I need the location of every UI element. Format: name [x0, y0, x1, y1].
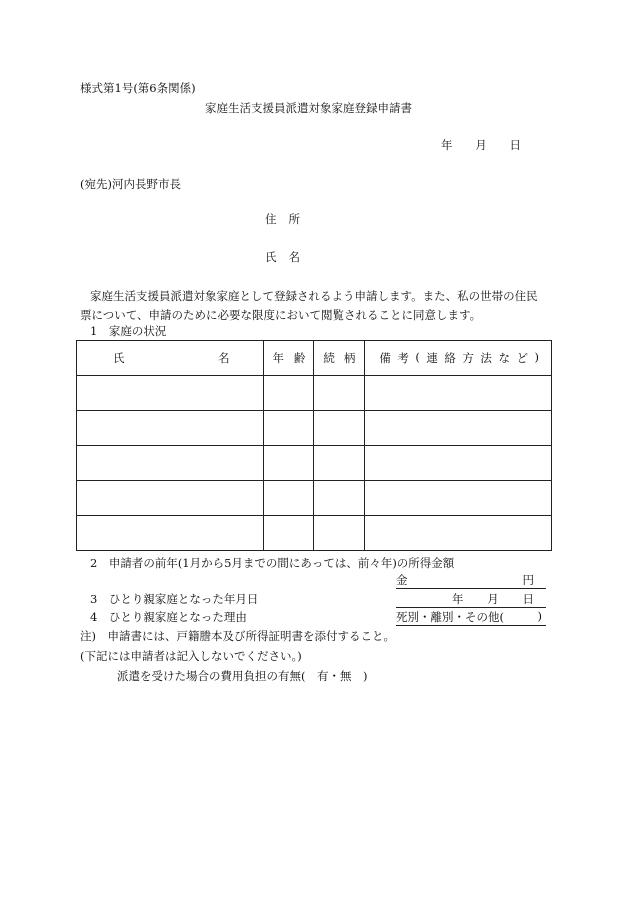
- single-parent-date-field[interactable]: 年 月 日: [396, 591, 546, 608]
- table-row: [77, 516, 552, 551]
- section1-heading: 1 家庭の状況: [90, 324, 167, 338]
- cell-name[interactable]: [77, 411, 264, 446]
- document-title: 家庭生活支援員派遣対象家庭登録申請書: [205, 101, 412, 115]
- cell-age[interactable]: [264, 376, 314, 411]
- cell-age[interactable]: [264, 446, 314, 481]
- cell-name[interactable]: [77, 481, 264, 516]
- income-amount-field[interactable]: 金 円: [396, 572, 546, 589]
- form-number: 様式第1号(第6条関係): [80, 81, 196, 95]
- cell-relation[interactable]: [314, 516, 365, 551]
- section4-heading: 4 ひとり親家庭となった理由: [90, 610, 247, 624]
- section3-heading: 3 ひとり親家庭となった年月日: [90, 592, 259, 606]
- date-day-label: 日: [509, 138, 521, 152]
- cell-notes[interactable]: [365, 516, 552, 551]
- cell-relation[interactable]: [314, 481, 365, 516]
- addressee: (宛先)河内長野市長: [80, 177, 181, 191]
- cell-name[interactable]: [77, 376, 264, 411]
- table-row: [77, 481, 552, 516]
- cell-relation[interactable]: [314, 446, 365, 481]
- cell-notes[interactable]: [365, 481, 552, 516]
- name-label[interactable]: 氏 名: [265, 250, 300, 264]
- statement: 家庭生活支援員派遣対象家庭として登録されるよう申請します。また、私の世帯の住民 票について、申請のために必要な限度において閲覧されることに同意します。: [80, 289, 538, 322]
- column-age: 年 齢: [264, 341, 314, 376]
- address-label[interactable]: 住 所: [265, 212, 300, 226]
- cell-name[interactable]: [77, 446, 264, 481]
- cost-burden-field[interactable]: 派遣を受けた場合の費用負担の有無( 有・無 ): [117, 669, 368, 683]
- table-header-row: [77, 341, 552, 376]
- date-month-label: 月: [475, 138, 487, 152]
- cell-relation[interactable]: [314, 376, 365, 411]
- office-use-note: (下記には申請者は記入しないでください。): [80, 649, 302, 663]
- cell-notes[interactable]: [365, 446, 552, 481]
- single-parent-reason-field[interactable]: 死別・離別・その他( ): [396, 609, 546, 626]
- cell-age[interactable]: [264, 411, 314, 446]
- cell-relation[interactable]: [314, 411, 365, 446]
- table-row: [77, 411, 552, 446]
- date-year-label: 年: [441, 138, 453, 152]
- household-table: [76, 340, 552, 551]
- column-name: 氏 名: [77, 341, 264, 376]
- table-row: [77, 376, 552, 411]
- cell-notes[interactable]: [365, 411, 552, 446]
- section2-heading: 2 申請者の前年(1月から5月までの間にあっては、前々年)の所得金額: [90, 556, 455, 570]
- cell-notes[interactable]: [365, 376, 552, 411]
- column-relation: 続 柄: [314, 341, 365, 376]
- column-notes: 備 考 ( 連 絡 方 法 な ど ): [365, 341, 552, 376]
- table-row: [77, 446, 552, 481]
- cell-name[interactable]: [77, 516, 264, 551]
- cell-age[interactable]: [264, 481, 314, 516]
- attachment-note: 注) 申請書には、戸籍謄本及び所得証明書を添付すること。: [80, 629, 395, 643]
- cell-age[interactable]: [264, 516, 314, 551]
- date-line: [441, 137, 521, 153]
